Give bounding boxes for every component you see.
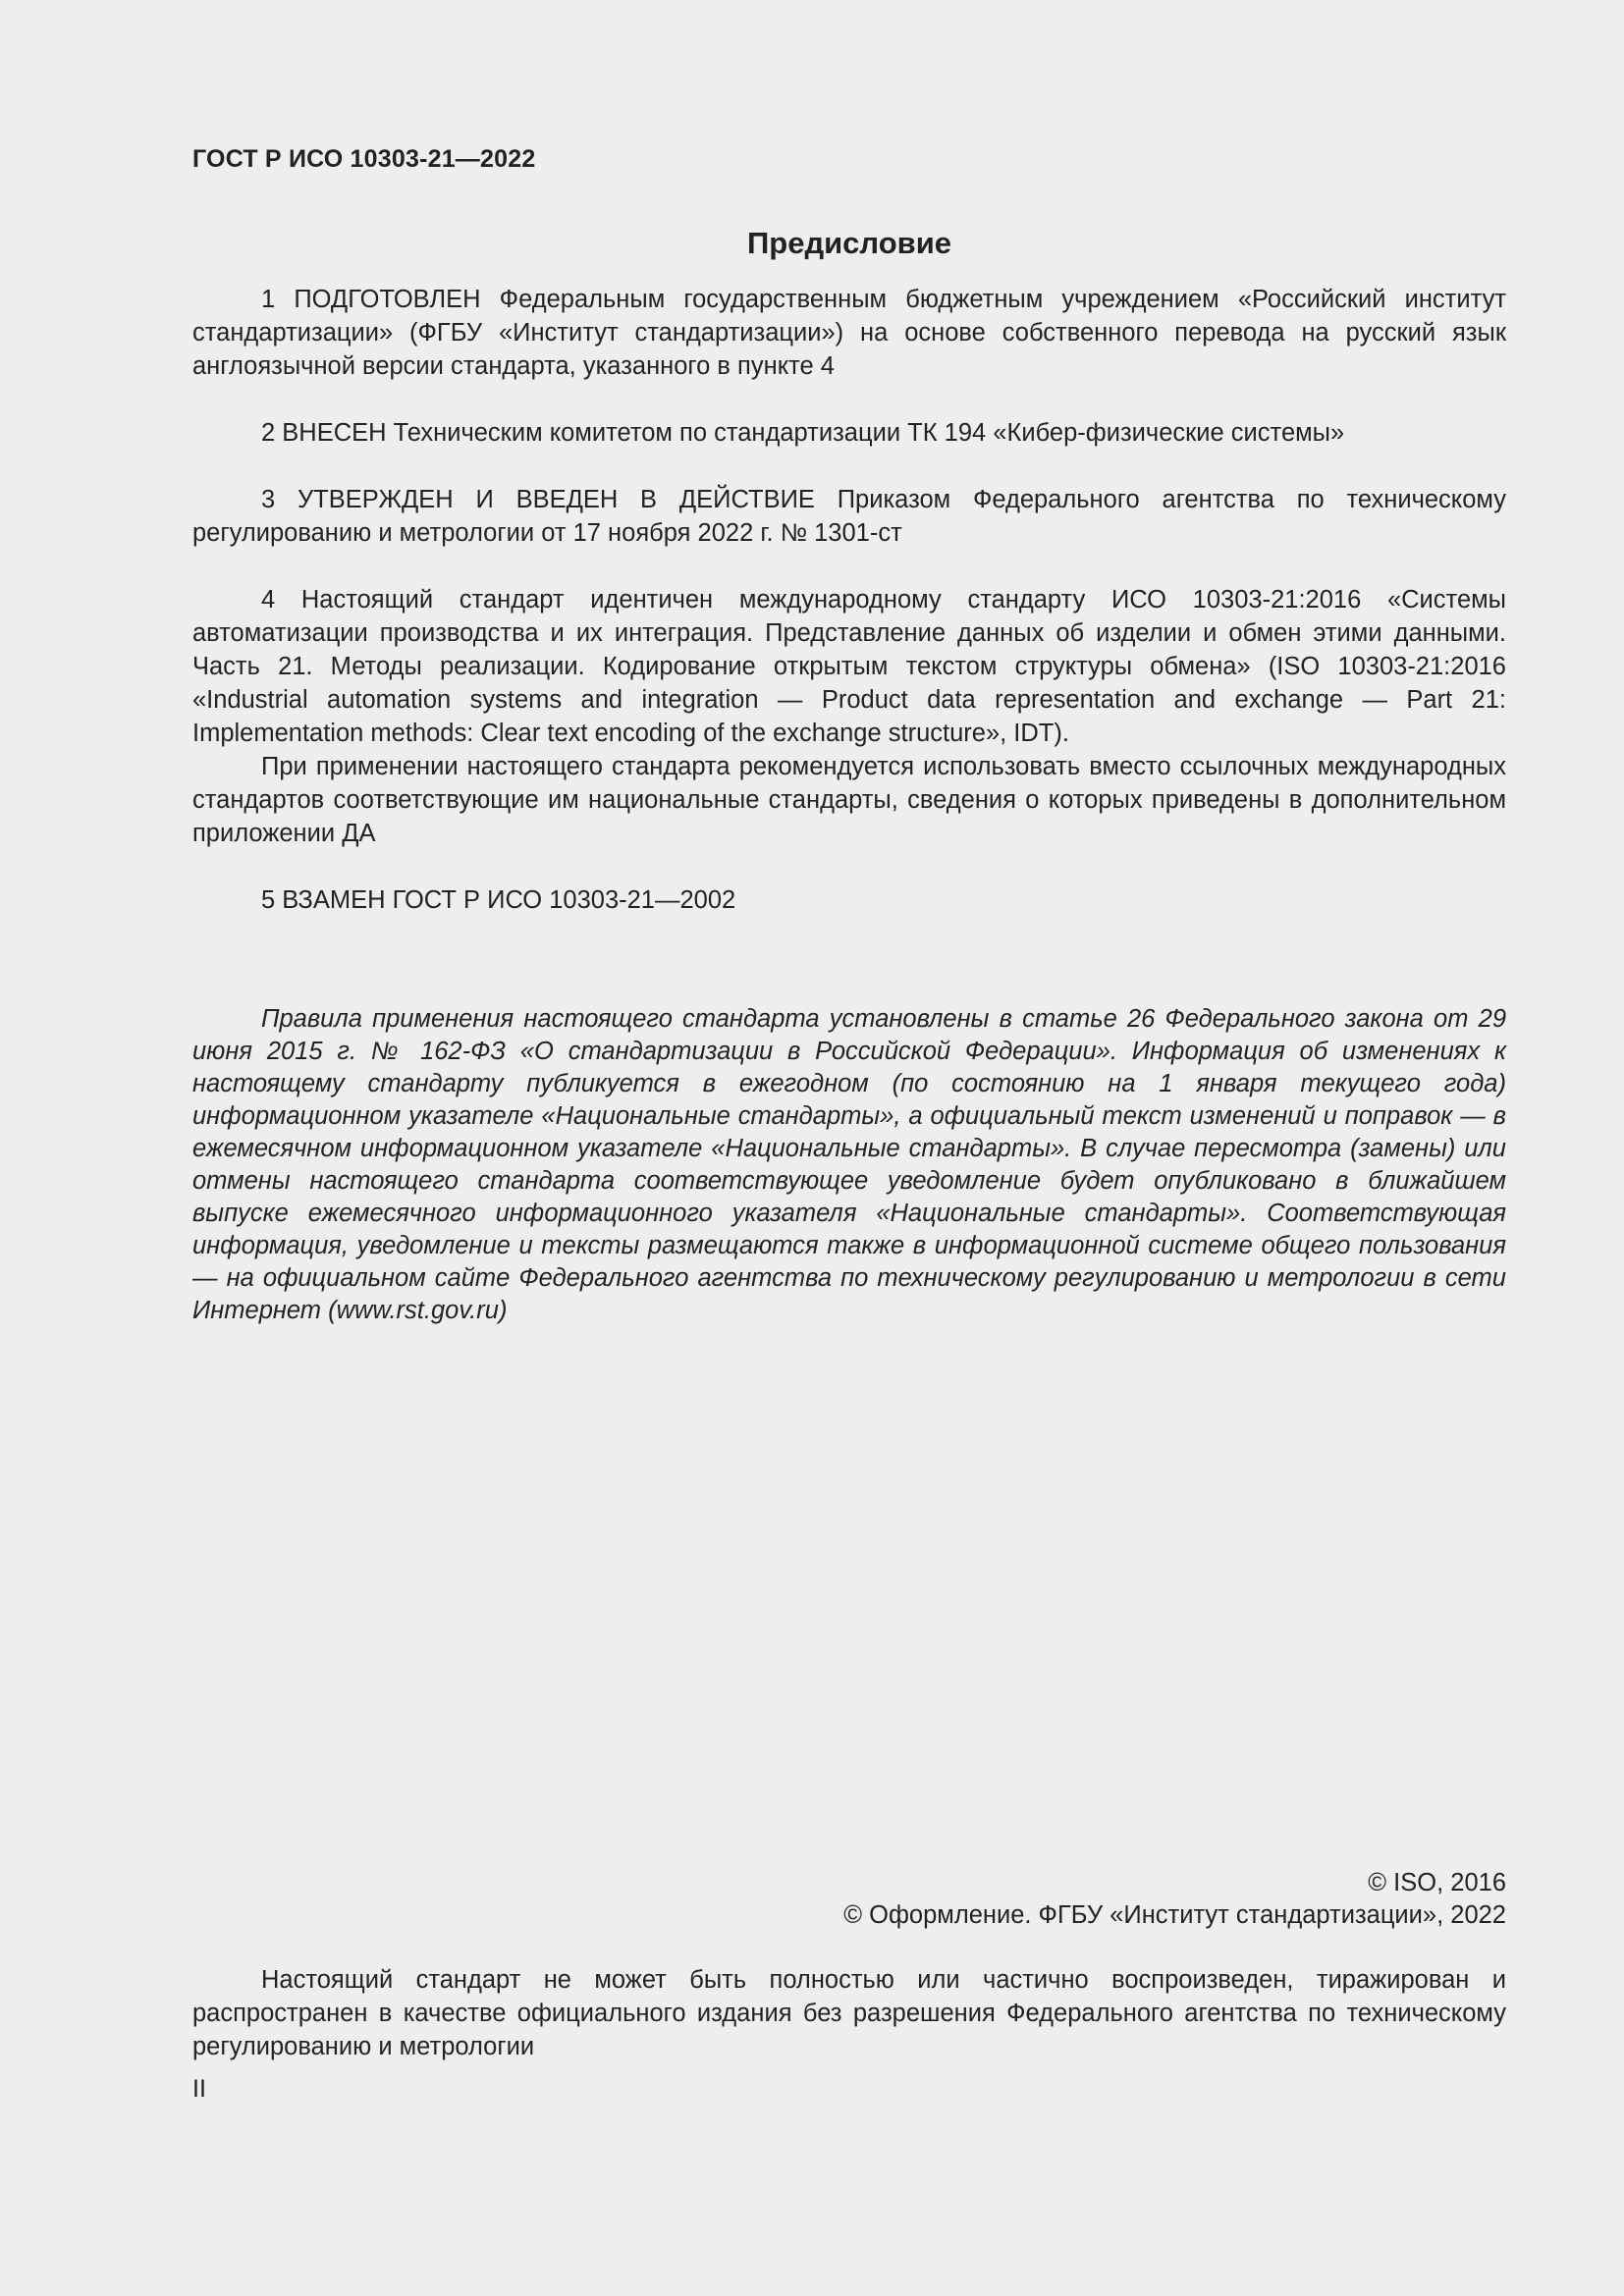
preface-item-1: 1 ПОДГОТОВЛЕН Федеральным государственным бюджетным учреждением «Российский институт стандартизации» (ФГБУ «Институт стандартизации») на основе собственного перевода на русский язык англоязычной версии стандарта, указанного в пункте 4	[192, 286, 1506, 380]
document-id: ГОСТ Р ИСО 10303-21—2022	[192, 145, 536, 173]
application-rules-note	[192, 1003, 1506, 1327]
copyright-iso: © ISO, 2016	[1368, 1869, 1506, 1896]
preface-item-4: 4 Настоящий стандарт идентичен международному стандарту ИСО 10303-21:2016 «Системы автоматизации производства и их интеграция. Представление данных об изделии и обмен этими данными. Часть 21. Методы реализации. Кодирование открытым текстом структуры обмена» (ISO 10303-21:2016 «Industrial automation systems and integration — Product data representation and exchange — Part 21: Implementation methods: Clear text encoding of the exchange structure», IDT).	[192, 586, 1506, 747]
preface-item-2: 2 ВНЕСЕН Техническим комитетом по стандартизации ТК 194 «Кибер-физические системы»	[261, 419, 1345, 447]
reproduction-restriction-text: Настоящий стандарт не может быть полностью или частично воспроизведен, тиражирован и распространен в качестве официального издания без разрешения Федерального агентства по техническому регулированию и метрологии	[192, 1966, 1506, 2060]
copyright-block	[192, 1867, 1506, 1932]
preface-body	[192, 283, 1506, 917]
application-rules-text: Правила применения настоящего стандарта установлены в статье 26 Федерального закона от 29 июня 2015 г. № 162-ФЗ «О стандартизации в Российской Федерации». Информация об изменениях к настоящему стандарту публикуется в ежегодном (по состоянию на 1 января текущего года) информационном указателе «Национальные стандарты», а официальный текст изменений и поправок — в ежемесячном информационном указателе «Национальные стандарты». В случае пересмотра (замены) или отмены настоящего стандарта соответствующее уведомление будет опубликовано в ближайшем выпуске ежемесячного информационного указателя «Национальные стандарты». Соответствующая информация, уведомление и тексты размещаются также в информационной системе общего пользования — на официальном сайте Федерального агентства по техническому регулированию и метрологии в сети Интернет (www.rst.gov.ru)	[192, 1005, 1506, 1324]
preface-item-5: 5 ВЗАМЕН ГОСТ Р ИСО 10303-21—2002	[261, 886, 736, 914]
preface-item-4-note: При применении настоящего стандарта рекомендуется использовать вместо ссылочных международных стандартов соответствующие им национальные стандарты, сведения о которых приведены в дополнительном приложении ДА	[192, 753, 1506, 847]
page-number: II	[192, 2075, 206, 2103]
page-title: Предисловие	[746, 226, 951, 260]
preface-item-3: 3 УТВЕРЖДЕН И ВВЕДЕН В ДЕЙСТВИЕ Приказом Федерального агентства по техническому регулированию и метрологии от 17 ноября 2022 г. № 1301-ст	[192, 486, 1506, 547]
reproduction-restriction	[192, 1963, 1506, 2063]
copyright-design: © Оформление. ФГБУ «Институт стандартизации», 2022	[843, 1901, 1506, 1929]
